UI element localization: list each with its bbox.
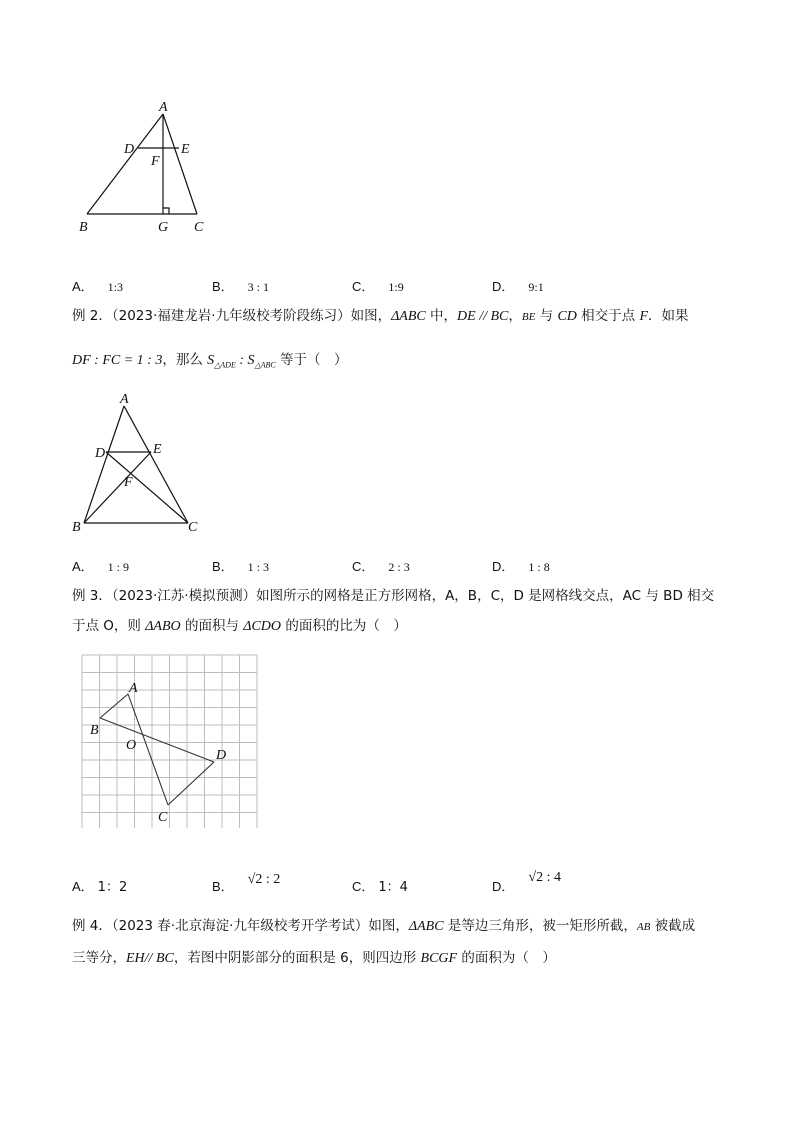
fig3-label-B: B — [90, 723, 99, 738]
q2-option-d[interactable]: D． 1 : 8 — [492, 559, 550, 574]
fig1-label-F: F — [151, 154, 160, 169]
fig2-label-A: A — [120, 392, 129, 407]
fig3-label-D: D — [216, 748, 227, 763]
q1-option-b[interactable]: B． 3 : 1 — [212, 279, 270, 294]
q3-question-line-2: 于点 O，则 ΔABO 的面积与 ΔCDO 的面积的比为（ ） — [72, 618, 407, 634]
q2-option-c[interactable]: C． 2 : 3 — [352, 559, 410, 574]
q1-option-d[interactable]: D． 9:1 — [492, 279, 544, 294]
fig1-label-B: B — [79, 220, 88, 235]
q1-option-a[interactable]: A． 1:3 — [72, 279, 124, 294]
fig1-label-E: E — [181, 142, 190, 157]
fig3-label-C: C — [158, 810, 168, 825]
q3-option-b[interactable]: B． √2 : 2 — [212, 872, 281, 894]
fig2-label-B: B — [72, 520, 81, 535]
q2-question-line-1: 例 2．（2023·福建龙岩·九年级校考阶段练习）如图，ΔABC 中，DE // BC，BE 与 CD 相交于点 F．如果 — [72, 308, 689, 324]
q2-question-line-2: DF : FC = 1 : 3，那么 $S_{\triangle ADE}$ : $S_{\triangle ABC}$ 等于（ ） — [72, 352, 348, 370]
fig2-label-F: F — [124, 475, 133, 490]
q3-option-d[interactable]: D．√2 : 4 — [492, 870, 561, 894]
fig1-label-A: A — [159, 100, 168, 115]
q4-question-line-1: 例 4．（2023 春·北京海淀·九年级校考开学考试）如图，ΔABC 是等边三角形，被一矩形所截，AB 被截成 — [72, 918, 696, 934]
fig3-label-A: A — [129, 681, 138, 696]
q2-option-b[interactable]: B． 1 : 3 — [212, 559, 270, 574]
q2-option-a[interactable]: A． 1 : 9 — [72, 559, 130, 574]
fig2-label-E: E — [153, 442, 162, 457]
fig2-label-C: C — [188, 520, 198, 535]
fig1-label-C: C — [194, 220, 204, 235]
fig1-label-D: D — [124, 142, 135, 157]
figure-3-grid — [80, 653, 260, 828]
q3-option-a[interactable]: A． 1：2 — [72, 879, 128, 895]
q1-option-c[interactable]: C． 1:9 — [352, 279, 404, 294]
figure-2-triangle — [66, 390, 216, 535]
q4-question-line-2: 三等分，EH// BC，若图中阴影部分的面积是 6，则四边形 BCGF 的面积为（ ） — [72, 950, 556, 966]
q3-question-line-1: 例 3．（2023·江苏·模拟预测）如图所示的网格是正方形网格，A，B，C，D 是网格线交点，AC 与 BD 相交 — [72, 588, 715, 604]
figure-1-triangle — [70, 96, 230, 241]
fig3-label-O: O — [126, 738, 137, 753]
q3-option-c[interactable]: C． 1：4 — [352, 879, 408, 895]
fig2-label-D: D — [95, 446, 106, 461]
fig1-label-G: G — [158, 220, 169, 235]
